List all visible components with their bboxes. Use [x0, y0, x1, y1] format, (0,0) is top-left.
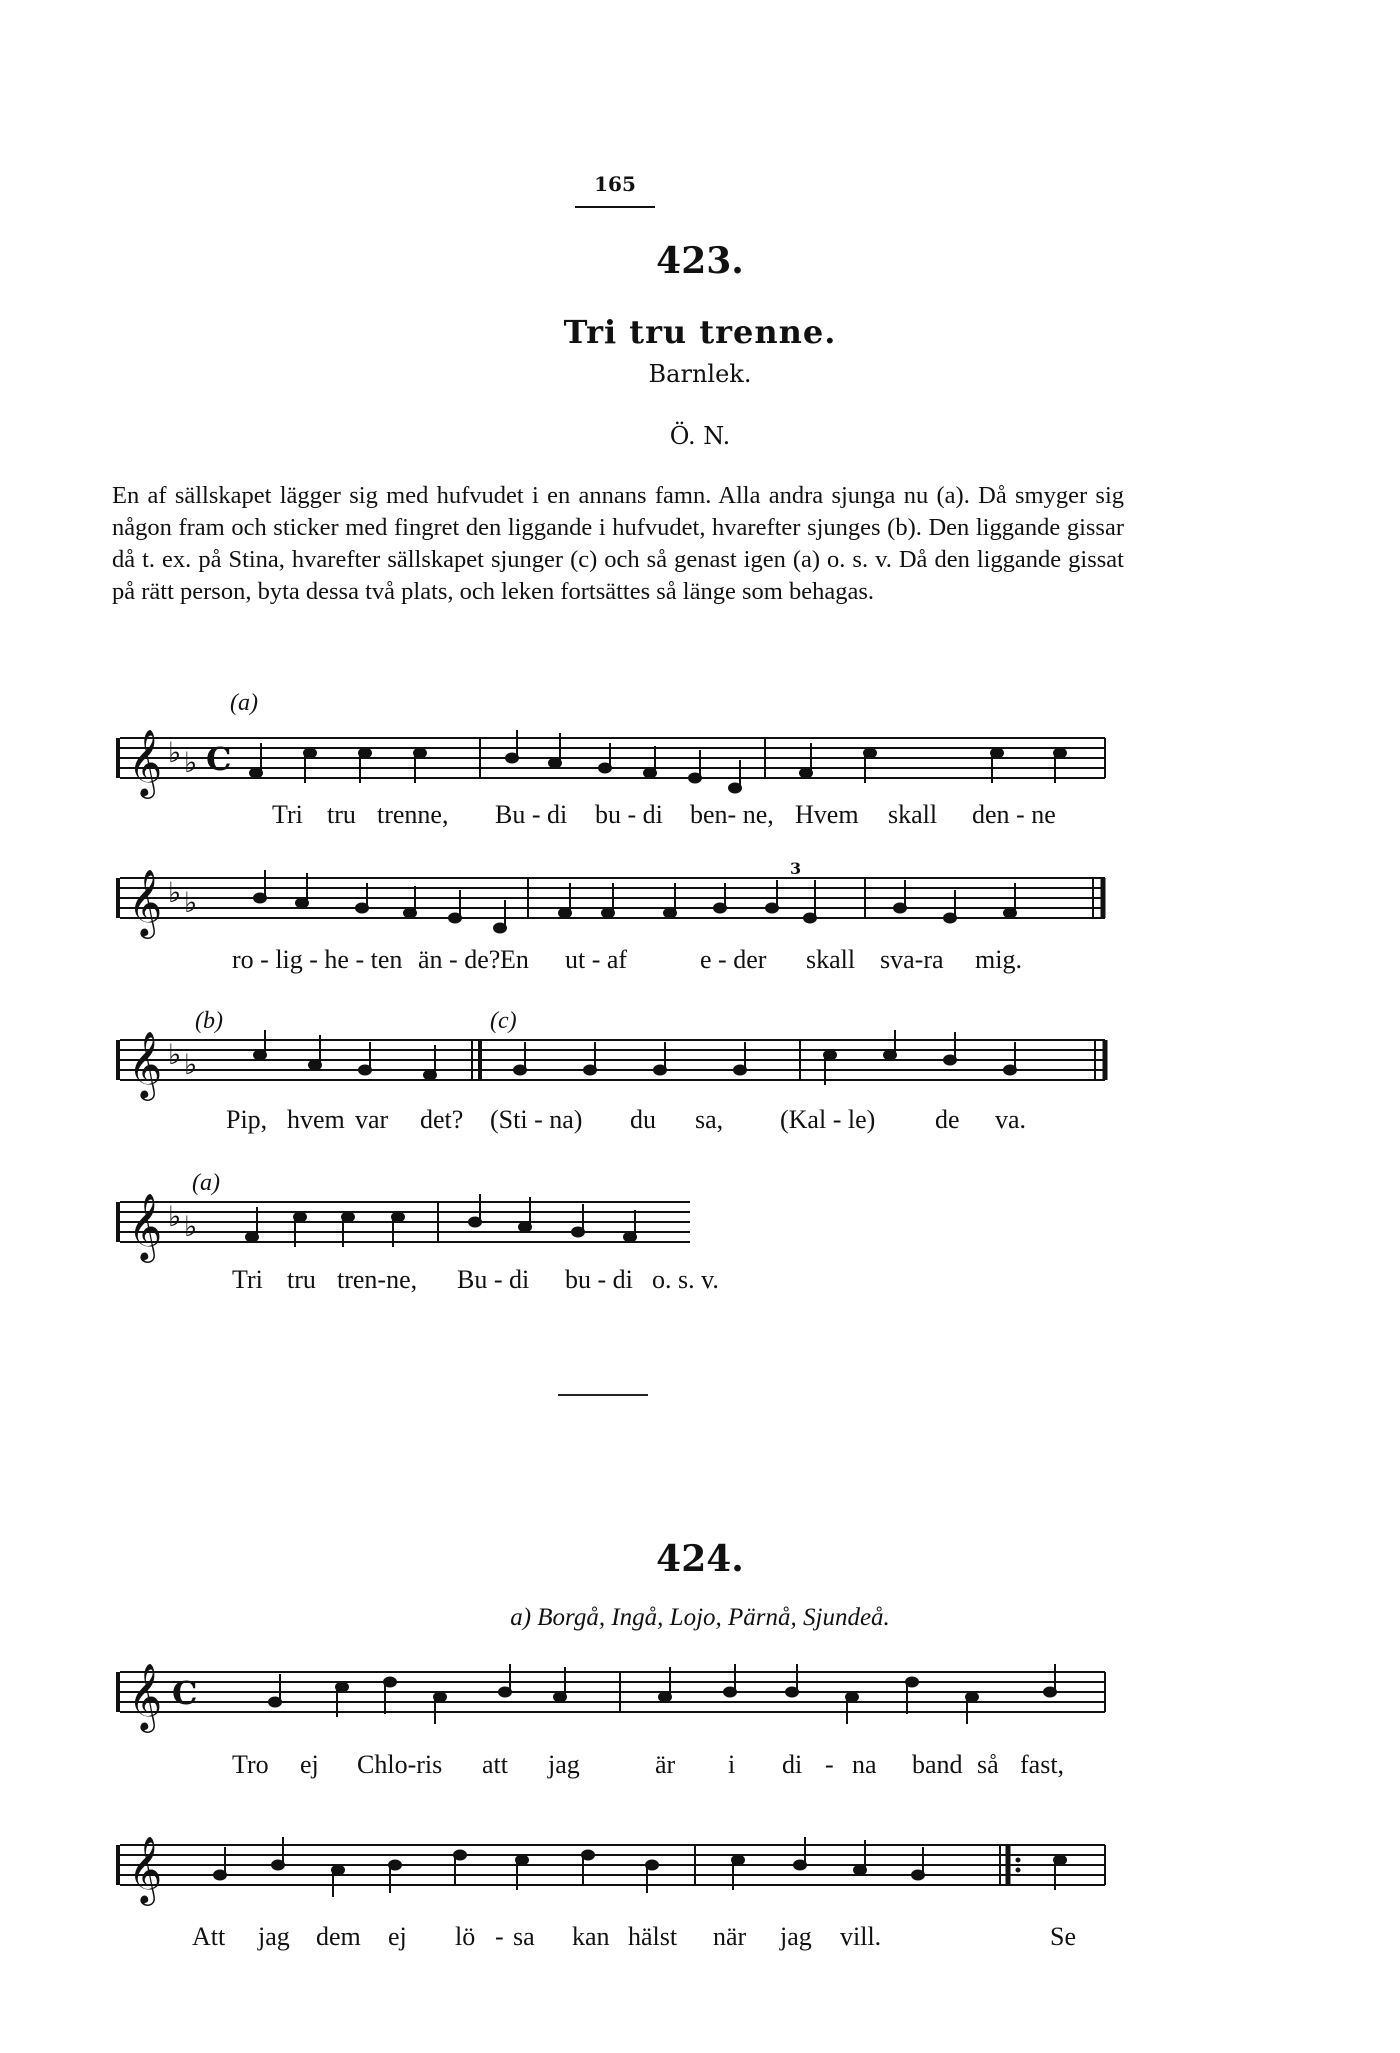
page-number-rule	[575, 206, 655, 208]
lyric-syllable: dem	[316, 1922, 361, 1951]
lyric-syllable: i	[728, 1750, 736, 1779]
time-signature: C	[206, 740, 232, 778]
lyric-syllable: än - de?	[418, 945, 501, 974]
time-signature: C	[172, 1674, 198, 1712]
lyric-syllable: Att	[192, 1922, 226, 1951]
song-source: a) Borgå, Ingå, Lojo, Pärnå, Sjundeå.	[510, 1604, 890, 1631]
lyric-syllable: så	[977, 1750, 999, 1779]
note-group	[254, 870, 1016, 933]
lyric-syllable: o. s. v.	[652, 1265, 719, 1294]
flat-icon: ♭	[184, 1048, 198, 1081]
lyric-syllable: -	[825, 1750, 834, 1779]
lyric-syllable: de	[935, 1105, 960, 1134]
flat-icon: ♭	[168, 876, 182, 909]
music-staff	[110, 1662, 1120, 1752]
note-group	[250, 730, 1066, 793]
lyric-syllable: skall	[888, 800, 938, 829]
triplet-mark: 3	[790, 859, 802, 878]
lyric-syllable: Pip,	[226, 1105, 268, 1134]
treble-clef-icon: 𝄞	[128, 1835, 163, 1903]
lyric-syllable: sa,	[695, 1105, 724, 1134]
lyric-syllable: Tri	[232, 1265, 263, 1294]
lyric-syllable: Tro	[232, 1750, 269, 1779]
treble-clef-icon: 𝄞	[128, 728, 163, 796]
lyric-syllable: Tri	[272, 800, 303, 829]
lyric-syllable: trenne,	[377, 800, 449, 829]
section-divider	[558, 1394, 648, 1396]
flat-icon: ♭	[184, 886, 198, 919]
page-number: 165	[594, 172, 636, 196]
lyric-syllable: va.	[995, 1105, 1027, 1134]
flat-icon: ♭	[168, 1038, 182, 1071]
lyric-syllable: jag	[258, 1922, 290, 1951]
lyric-syllable: (Sti - na)	[490, 1105, 583, 1134]
lyric-syllable: ro - lig - he - ten	[232, 945, 403, 974]
lyric-syllable: Bu - di	[457, 1265, 530, 1294]
section-marker: (b)	[195, 1008, 223, 1034]
lyric-syllable: e - der	[700, 945, 767, 974]
section-marker: (a)	[230, 690, 258, 716]
flat-icon: ♭	[184, 1210, 198, 1243]
song-region: Ö. N.	[669, 422, 731, 450]
lyric-syllable: är	[655, 1750, 676, 1779]
lyric-syllable: jag	[780, 1922, 812, 1951]
lyric-syllable: tru	[327, 800, 356, 829]
lyric-syllable: jag	[548, 1750, 580, 1779]
lyric-syllable: band	[912, 1750, 963, 1779]
lyric-syllable: (Kal - le)	[780, 1105, 876, 1134]
lyric-syllable: lö	[455, 1922, 476, 1951]
flat-icon: ♭	[168, 736, 182, 769]
lyric-syllable: na	[852, 1750, 877, 1779]
lyric-syllable: du	[630, 1105, 656, 1134]
music-staff	[110, 1835, 1120, 1925]
song-subtitle: Barnlek.	[648, 360, 752, 388]
lyric-syllable: bu - di	[565, 1265, 633, 1294]
flat-icon: ♭	[184, 746, 198, 779]
lyric-syllable: skall	[806, 945, 856, 974]
lyric-syllable: tren-ne,	[337, 1265, 418, 1294]
lyric-syllable: fast,	[1020, 1750, 1065, 1779]
lyric-syllable: när	[713, 1922, 747, 1951]
lyric-syllable: sva-ra	[880, 945, 944, 974]
lyric-syllable: Bu - di	[495, 800, 568, 829]
song-title: Tri tru trenne.	[563, 313, 837, 351]
treble-clef-icon: 𝄞	[128, 1192, 163, 1260]
lyric-syllable: kan	[572, 1922, 610, 1951]
treble-clef-icon: 𝄞	[128, 1662, 163, 1730]
lyric-syllable: ben- ne,	[690, 800, 774, 829]
lyric-syllable: tru	[287, 1265, 316, 1294]
lyric-syllable: vill.	[840, 1922, 882, 1951]
song-description: En af sällskapet lägger sig med hufvudet i en annans famn. Alla andra sjunga nu (a). Då smyger sig någon fram och sticker med fingret den liggande i hufvudet, hvarefter sjunges (b). Den liggande gissar då t. ex. på Stina, hvarefter sällskapet sjunger (c) och så genast igen (a) o. s. v. Då den liggande gissat på rätt person, byta dessa två plats, och leken fortsättes så länge som behagas.	[112, 482, 1124, 605]
lyric-syllable: ej	[300, 1750, 319, 1779]
lyric-syllable: hälst	[628, 1922, 678, 1951]
lyric-syllable: hvem	[287, 1105, 345, 1134]
note-group	[254, 1030, 1016, 1085]
lyric-syllable: -	[495, 1922, 504, 1951]
lyric-syllable: var	[355, 1105, 389, 1134]
lyric-syllable: ut - af	[565, 945, 628, 974]
lyric-syllable: Chlo-ris	[357, 1750, 443, 1779]
treble-clef-icon: 𝄞	[128, 868, 163, 936]
lyric-syllable: di	[782, 1750, 803, 1779]
section-marker: (c)	[490, 1008, 517, 1034]
section-marker: (a)	[192, 1170, 220, 1196]
treble-clef-icon: 𝄞	[128, 1030, 163, 1098]
lyric-syllable: Se	[1050, 1922, 1076, 1951]
lyric-syllable: sa	[513, 1922, 535, 1951]
lyric-syllable: bu - di	[595, 800, 663, 829]
flat-icon: ♭	[168, 1200, 182, 1233]
lyric-syllable: att	[482, 1750, 508, 1779]
lyric-syllable: den - ne	[972, 800, 1056, 829]
lyric-syllable: det?	[420, 1105, 464, 1134]
lyric-syllable: En	[500, 945, 529, 974]
lyric-syllable: Hvem	[795, 800, 859, 829]
lyric-syllable: mig.	[975, 945, 1022, 974]
song-number: 424.	[656, 1538, 744, 1580]
lyric-syllable: ej	[388, 1922, 407, 1951]
song-number: 423.	[656, 240, 744, 282]
